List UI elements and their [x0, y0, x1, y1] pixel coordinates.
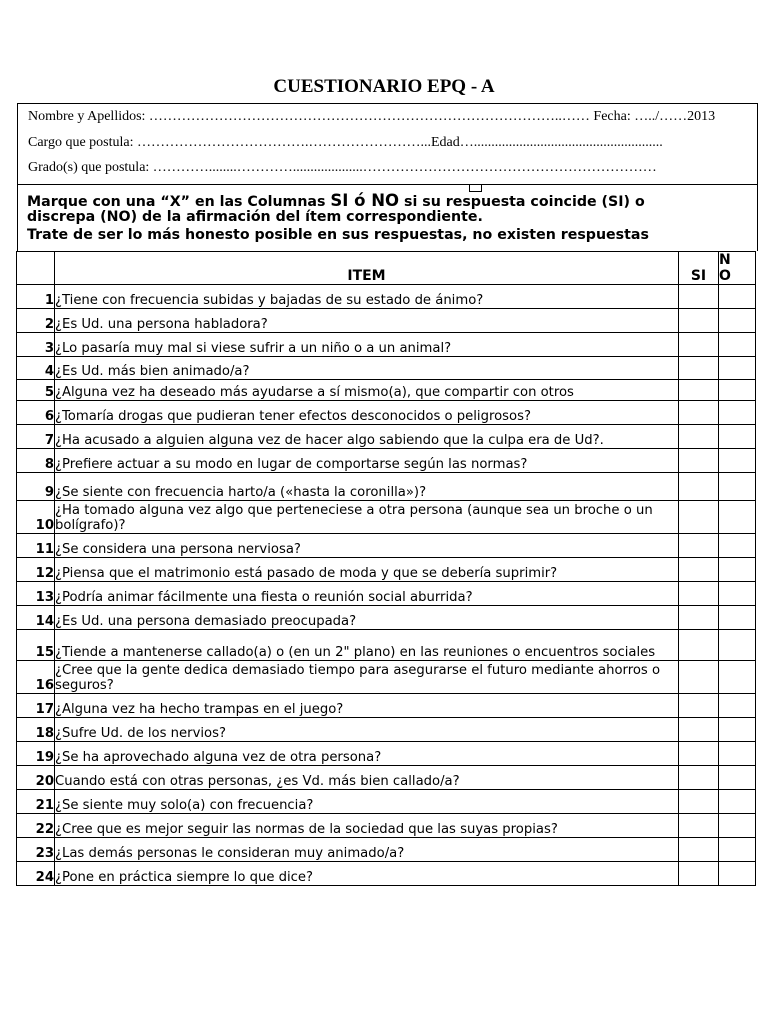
- table-row: [17, 534, 756, 558]
- item-number: 17: [17, 694, 55, 718]
- table-row: [17, 742, 756, 766]
- no-answer-cell[interactable]: [719, 838, 756, 862]
- item-question: ¿Tiende a mantenerse callado(a) o (en un 2" plano) en las reuniones o encuentros sociales: [55, 630, 679, 661]
- si-answer-cell[interactable]: [679, 285, 719, 309]
- item-question: ¿Piensa que el matrimonio está pasado de moda y que se debería suprimir?: [55, 558, 679, 582]
- item-question: ¿Tiene con frecuencia subidas y bajadas de su estado de ánimo?: [55, 285, 679, 309]
- item-number: 19: [17, 742, 55, 766]
- table-row: [17, 582, 756, 606]
- item-question: ¿Cree que es mejor seguir las normas de la sociedad que las suyas propias?: [55, 814, 679, 838]
- table-row: [17, 718, 756, 742]
- si-answer-cell[interactable]: [679, 501, 719, 534]
- item-number: 8: [17, 449, 55, 473]
- table-row: [17, 380, 756, 401]
- no-answer-cell[interactable]: [719, 357, 756, 380]
- instructions-text: si su respuesta coincide (SI) o: [399, 194, 645, 210]
- item-question: ¿Se considera una persona nerviosa?: [55, 534, 679, 558]
- no-answer-cell[interactable]: [719, 814, 756, 838]
- no-answer-cell[interactable]: [719, 742, 756, 766]
- item-number: 2: [17, 309, 55, 333]
- item-question: ¿Se ha aprovechado alguna vez de otra persona?: [55, 742, 679, 766]
- item-number: 24: [17, 862, 55, 886]
- item-number: 11: [17, 534, 55, 558]
- no-answer-cell[interactable]: [719, 661, 756, 694]
- si-answer-cell[interactable]: [679, 718, 719, 742]
- si-answer-cell[interactable]: [679, 790, 719, 814]
- no-answer-cell[interactable]: [719, 694, 756, 718]
- item-number: 5: [17, 380, 55, 401]
- item-number: 4: [17, 357, 55, 380]
- item-number: 13: [17, 582, 55, 606]
- si-answer-cell[interactable]: [679, 766, 719, 790]
- no-header-label: N O: [719, 252, 731, 284]
- item-number: 15: [17, 630, 55, 661]
- si-answer-cell[interactable]: [679, 661, 719, 694]
- item-question: ¿Es Ud. una persona habladora?: [55, 309, 679, 333]
- si-answer-cell[interactable]: [679, 357, 719, 380]
- name-date-line[interactable]: Nombre y Apellidos: ……………………………………………………………………………..…… Fecha: …../……2013: [28, 109, 716, 124]
- item-question: ¿Se siente muy solo(a) con frecuencia?: [55, 790, 679, 814]
- no-answer-cell[interactable]: [719, 534, 756, 558]
- item-number: 10: [17, 501, 55, 534]
- item-number: 6: [17, 401, 55, 425]
- no-header: [719, 252, 756, 285]
- no-answer-cell[interactable]: [719, 558, 756, 582]
- si-answer-cell[interactable]: [679, 309, 719, 333]
- si-header: SI: [679, 252, 719, 285]
- instructions-box: [17, 185, 758, 251]
- no-answer-cell[interactable]: [719, 790, 756, 814]
- item-question: Cuando está con otras personas, ¿es Vd. más bien callado/a?: [55, 766, 679, 790]
- si-answer-cell[interactable]: [679, 534, 719, 558]
- table-row: [17, 309, 756, 333]
- table-row: [17, 766, 756, 790]
- grade-line[interactable]: Grado(s) que postula: …………........…………....................………………………………………………………: [28, 160, 657, 175]
- no-answer-cell[interactable]: [719, 333, 756, 357]
- no-answer-cell[interactable]: [719, 862, 756, 886]
- table-row: [17, 401, 756, 425]
- si-answer-cell[interactable]: [679, 630, 719, 661]
- si-answer-cell[interactable]: [679, 742, 719, 766]
- table-row: [17, 449, 756, 473]
- si-answer-cell[interactable]: [679, 606, 719, 630]
- si-no-emphasis: SI ó NO: [330, 191, 400, 210]
- table-row: [17, 333, 756, 357]
- table-row: [17, 473, 756, 501]
- si-answer-cell[interactable]: [679, 333, 719, 357]
- si-answer-cell[interactable]: [679, 401, 719, 425]
- item-question: ¿Ha tomado alguna vez algo que perteneciese a otra persona (aunque sea un broche o un bolígrafo)?: [55, 501, 679, 534]
- item-question: ¿Prefiere actuar a su modo en lugar de comportarse según las normas?: [55, 449, 679, 473]
- item-header: ITEM: [55, 252, 679, 285]
- table-row: [17, 838, 756, 862]
- table-row: [17, 285, 756, 309]
- si-answer-cell[interactable]: [679, 838, 719, 862]
- table-row: [17, 558, 756, 582]
- item-number: 22: [17, 814, 55, 838]
- table-row: [17, 425, 756, 449]
- instructions-line-2: discrepa (NO) de la afirmación del ítem correspondiente.: [27, 209, 483, 225]
- item-number: 12: [17, 558, 55, 582]
- no-answer-cell[interactable]: [719, 380, 756, 401]
- table-row: [17, 501, 756, 534]
- item-number: 14: [17, 606, 55, 630]
- no-answer-cell[interactable]: [719, 309, 756, 333]
- si-answer-cell[interactable]: [679, 694, 719, 718]
- si-answer-cell[interactable]: [679, 558, 719, 582]
- instructions-text: Marque con una “X” en las Columnas: [27, 194, 331, 210]
- item-question: ¿Sufre Ud. de los nervios?: [55, 718, 679, 742]
- number-header: [17, 252, 55, 285]
- si-answer-cell[interactable]: [679, 473, 719, 501]
- item-question: ¿Las demás personas le consideran muy animado/a?: [55, 838, 679, 862]
- item-number: 21: [17, 790, 55, 814]
- table-row: [17, 357, 756, 380]
- no-answer-cell[interactable]: [719, 718, 756, 742]
- instructions-line-3: Trate de ser lo más honesto posible en sus respuestas, no existen respuestas: [27, 227, 649, 243]
- item-number: 16: [17, 661, 55, 694]
- item-number: 18: [17, 718, 55, 742]
- table-row: [17, 606, 756, 630]
- no-answer-cell[interactable]: [719, 285, 756, 309]
- no-answer-cell[interactable]: [719, 501, 756, 534]
- item-question: ¿Ha acusado a alguien alguna vez de hacer algo sabiendo que la culpa era de Ud?.: [55, 425, 679, 449]
- item-number: 7: [17, 425, 55, 449]
- item-question: ¿Pone en práctica siempre lo que dice?: [55, 862, 679, 886]
- no-answer-cell[interactable]: [719, 582, 756, 606]
- table-row: [17, 630, 756, 661]
- item-number: 1: [17, 285, 55, 309]
- item-question: ¿Lo pasaría muy mal si viese sufrir a un niño o a un animal?: [55, 333, 679, 357]
- si-answer-cell[interactable]: [679, 814, 719, 838]
- item-question: ¿Alguna vez ha deseado más ayudarse a sí mismo(a), que compartir con otros: [55, 380, 679, 401]
- no-answer-cell[interactable]: [719, 449, 756, 473]
- table-row: [17, 862, 756, 886]
- si-answer-cell[interactable]: [679, 380, 719, 401]
- item-number: 20: [17, 766, 55, 790]
- item-number: 3: [17, 333, 55, 357]
- si-answer-cell[interactable]: [679, 862, 719, 886]
- no-answer-cell[interactable]: [719, 606, 756, 630]
- item-number: 23: [17, 838, 55, 862]
- questionnaire-table: [16, 251, 756, 886]
- table-row: [17, 814, 756, 838]
- table-row: [17, 694, 756, 718]
- si-answer-cell[interactable]: [679, 425, 719, 449]
- item-question: ¿Alguna vez ha hecho trampas en el juego?: [55, 694, 679, 718]
- si-answer-cell[interactable]: [679, 582, 719, 606]
- position-age-line[interactable]: Cargo que postula: ……………………………….……………………...Edad…......................................................: [28, 135, 663, 150]
- instructions-line-1: [27, 191, 645, 210]
- applicant-info-box: [17, 103, 758, 185]
- item-number: 9: [17, 473, 55, 501]
- item-question: ¿Es Ud. más bien animado/a?: [55, 357, 679, 380]
- item-question: ¿Se siente con frecuencia harto/a («hasta la coronilla»)?: [55, 473, 679, 501]
- table-row: [17, 661, 756, 694]
- no-answer-cell[interactable]: [719, 766, 756, 790]
- item-question: ¿Es Ud. una persona demasiado preocupada?: [55, 606, 679, 630]
- table-row: [17, 790, 756, 814]
- no-answer-cell[interactable]: [719, 473, 756, 501]
- small-marker-box: [469, 185, 482, 192]
- item-question: ¿Cree que la gente dedica demasiado tiempo para asegurarse el futuro mediante ahorros o seguros?: [55, 661, 679, 694]
- no-answer-cell[interactable]: [719, 630, 756, 661]
- table-header-row: [17, 252, 756, 285]
- item-question: ¿Podría animar fácilmente una fiesta o reunión social aburrida?: [55, 582, 679, 606]
- si-answer-cell[interactable]: [679, 449, 719, 473]
- page-title: CUESTIONARIO EPQ - A: [273, 76, 495, 97]
- no-answer-cell[interactable]: [719, 401, 756, 425]
- no-answer-cell[interactable]: [719, 425, 756, 449]
- item-question: ¿Tomaría drogas que pudieran tener efectos desconocidos o peligrosos?: [55, 401, 679, 425]
